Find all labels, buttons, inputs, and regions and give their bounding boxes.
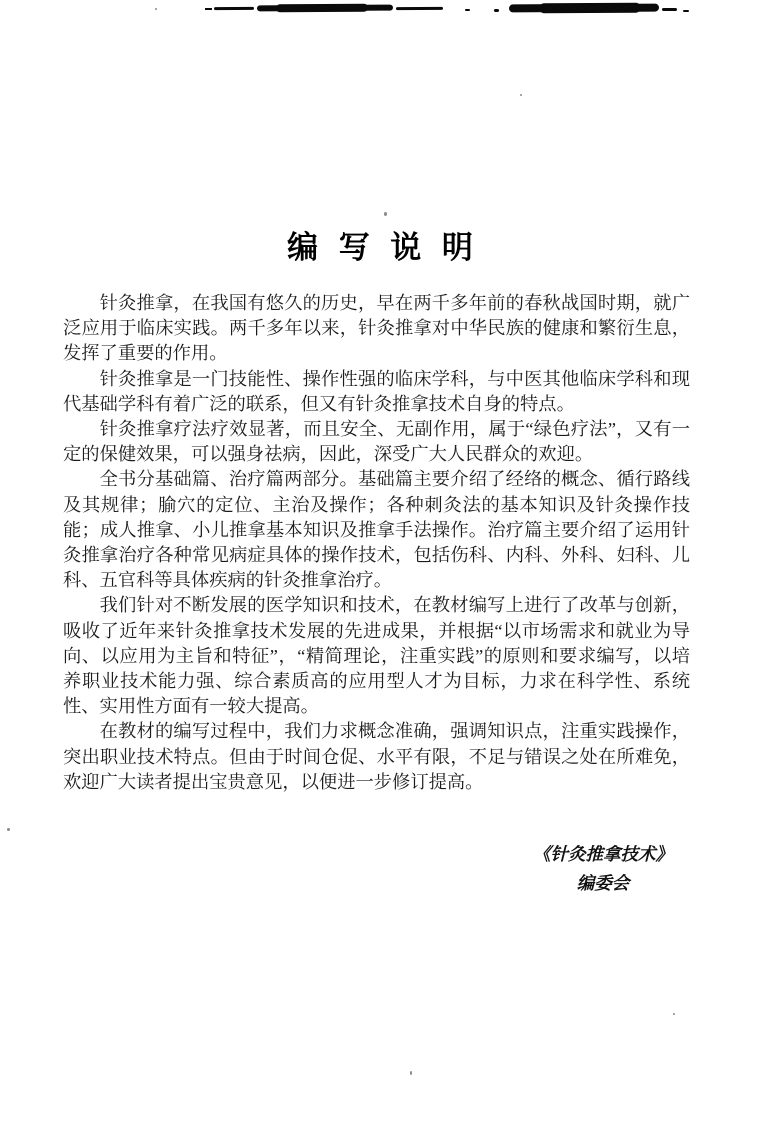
scan-speck: [520, 94, 522, 96]
body-paragraph: 针灸推拿，在我国有悠久的历史，早在两千多年前的春秋战国时期，就广泛应用于临床实践。两千多年以来，针灸推拿对中华民族的健康和繁衍生息，发挥了重要的作用。: [63, 293, 690, 364]
ink-segment: [205, 8, 212, 10]
ink-segment: [465, 9, 470, 11]
page-title: 编 写 说 明: [287, 230, 479, 265]
body-paragraph: 针灸推拿是一门技能性、操作性强的临床学科，与中医其他临床学科和现代基础学科有着广泛的联系，但又有针灸推拿技术自身的特点。: [63, 368, 690, 414]
body-paragraph: 全书分基础篇、治疗篇两部分。基础篇主要介绍了经络的概念、循行路线及其规律；腧穴的定位、主治及操作；各种刺灸法的基本知识及针灸操作技能；成人推拿、小儿推拿基本知识及推拿手法操作。治疗篇主要介绍了运用针灸推拿治疗各种常见病症具体的操作技术，包括伤科、内科、外科、妇科、儿科、五官科等具体疾病的针灸推拿治疗。: [63, 469, 690, 591]
scan-speck: [155, 8, 157, 10]
signature-committee: 编委会: [576, 873, 630, 893]
ink-segment: [540, 3, 640, 14]
body-paragraph: 针灸推拿疗法疗效显著，而且安全、无副作用，属于“绿色疗法”，又有一定的保健效果，可以强身祛病，因此，深受广大人民群众的欢迎。: [63, 419, 690, 465]
signature-block: [533, 840, 673, 898]
ink-segment: [662, 8, 677, 11]
scan-speck: [410, 1071, 412, 1075]
ink-segment: [396, 7, 443, 10]
ink-segment: [494, 9, 499, 12]
scan-speck: [673, 1013, 675, 1015]
ink-segment: [683, 10, 689, 12]
body-paragraph: 在教材的编写过程中，我们力求概念准确，强调知识点，注重实践操作，突出职业技术特点。但由于时间仓促、水平有限，不足与错误之处在所难免，欢迎广大读者提出宝贵意见，以便进一步修订提高。: [63, 721, 690, 792]
scan-speck: [7, 828, 10, 831]
body-text: [63, 291, 690, 795]
body-paragraph: 我们针对不断发展的医学知识和技术，在教材编写上进行了改革与创新，吸收了近年来针灸推拿技术发展的先进成果，并根据“以市场需求和就业为导向、以应用为主旨和特征”，“精简理论，注重实践”的原则和要求编写，以培养职业技术能力强、综合素质高的应用型人才为目标，力求在科学性、系统性、实用性方面有一较大提高。: [63, 595, 690, 717]
ink-segment: [276, 4, 368, 13]
signature-book-title: 《针灸推拿技术》: [533, 844, 673, 864]
scan-speck: [384, 212, 387, 216]
ink-segment: [214, 7, 254, 10]
